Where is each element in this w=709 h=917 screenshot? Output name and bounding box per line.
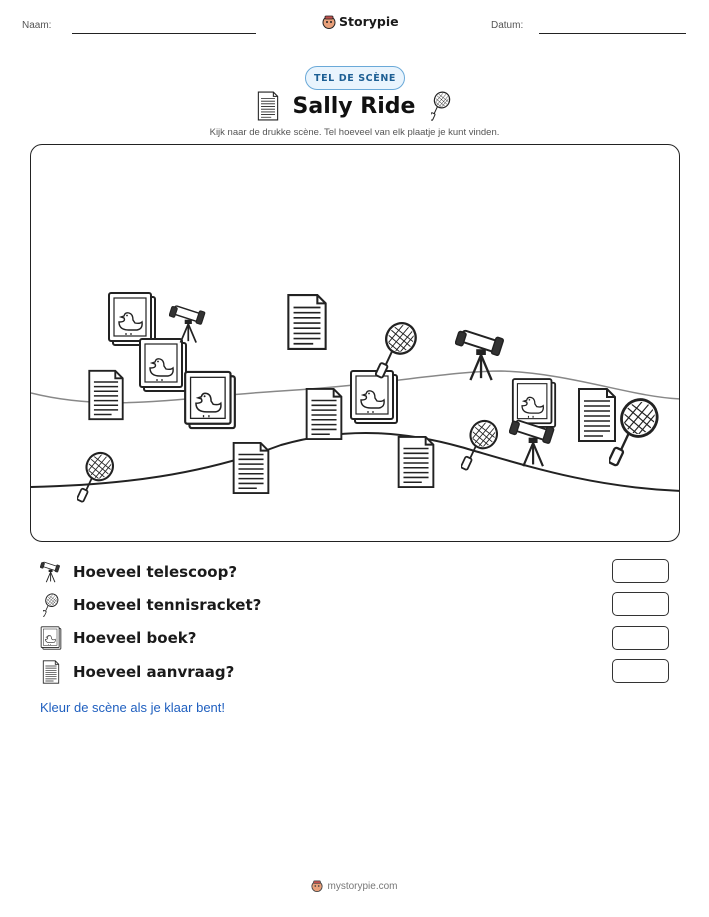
document-5 xyxy=(399,437,434,487)
title-row xyxy=(250,90,460,122)
telescope-icon xyxy=(40,561,62,583)
book-2 xyxy=(140,339,186,391)
date-line[interactable] xyxy=(539,33,686,34)
telescope-3 xyxy=(509,420,554,466)
question-label: Hoeveel tennisracket? xyxy=(73,596,262,614)
question-label: Hoeveel telescoop? xyxy=(73,563,238,581)
document-icon xyxy=(257,91,279,121)
telescope-1 xyxy=(169,306,205,343)
counting-scene[interactable] xyxy=(30,144,680,542)
document-2 xyxy=(89,371,122,419)
book-4 xyxy=(351,371,397,423)
question-row-telescope xyxy=(40,561,237,583)
document-4 xyxy=(234,443,269,493)
book-3 xyxy=(185,372,235,428)
coloring-note: Kleur de scène als je klaar bent! xyxy=(40,700,225,715)
name-line[interactable] xyxy=(72,33,256,34)
question-row-tennis-racket xyxy=(40,594,261,616)
tennis-racket-icon xyxy=(40,594,62,616)
tennis-racket-4 xyxy=(608,393,664,466)
document-icon xyxy=(40,661,62,683)
question-label: Hoeveel boek? xyxy=(73,629,197,647)
tennis-racket-3 xyxy=(461,416,502,470)
answer-box-book[interactable] xyxy=(612,626,669,650)
answer-box-document[interactable] xyxy=(612,659,669,683)
question-row-book xyxy=(40,627,196,649)
tennis-racket-2 xyxy=(77,448,118,502)
storypie-mascot-icon xyxy=(311,880,323,892)
tennis-racket-icon xyxy=(429,91,453,121)
brand-logo xyxy=(322,14,399,29)
tennis-racket-1 xyxy=(375,318,421,378)
document-1 xyxy=(288,295,325,349)
document-6 xyxy=(579,389,615,441)
document-3 xyxy=(307,389,342,439)
date-label: Datum: xyxy=(491,20,524,31)
brand-name: Storypie xyxy=(339,14,399,29)
scene-badge: TEL DE SCÈNE xyxy=(305,66,405,90)
question-row-document xyxy=(40,661,234,683)
scene-illustration xyxy=(31,145,680,542)
answer-box-tennis-racket[interactable] xyxy=(612,592,669,616)
name-label: Naam: xyxy=(22,20,52,31)
book-1 xyxy=(109,293,155,345)
book-icon xyxy=(40,627,62,649)
footer xyxy=(0,880,709,892)
answer-box-telescope[interactable] xyxy=(612,559,669,583)
page-title: Sally Ride xyxy=(292,93,416,119)
storypie-mascot-icon xyxy=(322,15,336,29)
question-label: Hoeveel aanvraag? xyxy=(73,663,235,681)
instructions: Kijk naar de drukke scène. Tel hoeveel van elk plaatje je kunt vinden. xyxy=(209,127,500,138)
footer-url: mystorypie.com xyxy=(327,880,398,892)
